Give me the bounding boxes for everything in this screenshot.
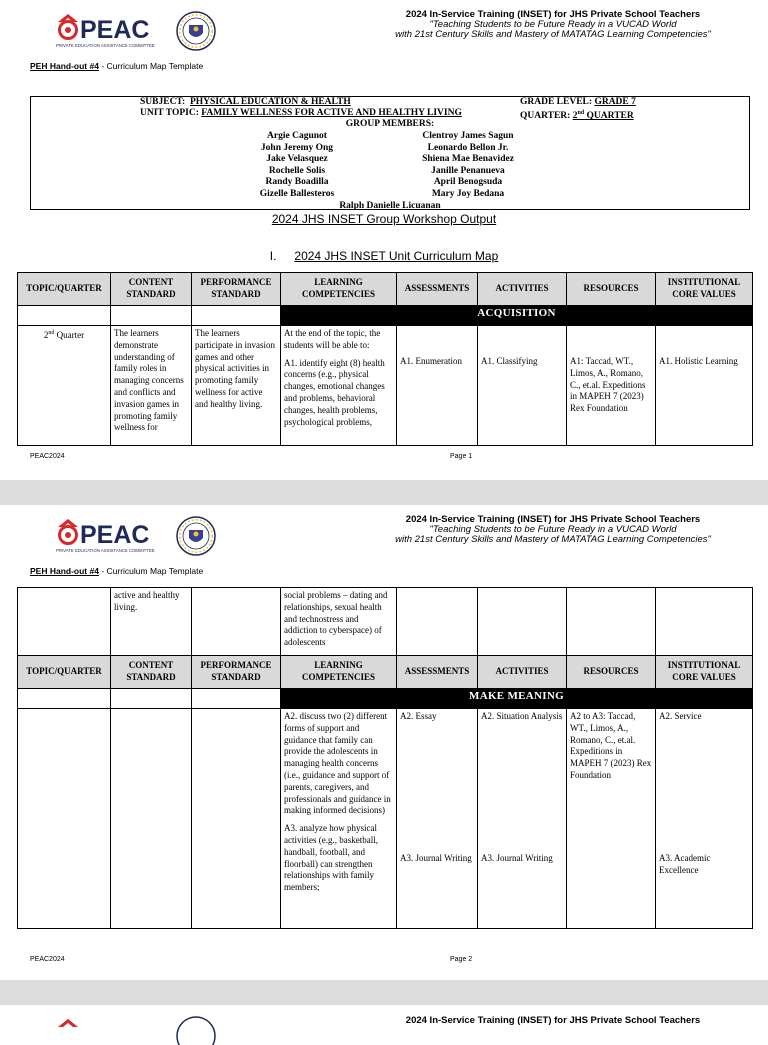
member-name: John Jeremy Ong (260, 142, 334, 153)
member-name: Leonardo Bellon Jr. (427, 142, 509, 153)
handout-label: PEH Hand-out #4 - Curriculum Map Template (30, 566, 204, 576)
column-header: ASSESSMENTS (397, 656, 478, 689)
content-standard-cell: The learners demonstrate understanding of family roles in managing concerns and conflicts and invasion games in promoting family wellness for (111, 326, 192, 446)
column-header: ACTIVITIES (478, 656, 567, 689)
column-header: ACTIVITIES (478, 273, 567, 306)
page-number: Page 1 (450, 453, 473, 460)
peac-emblem-icon (58, 519, 78, 544)
peac-emblem-icon (58, 14, 78, 39)
competencies-cell: social problems – dating and relationships, sexual health and technostress and addiction to cyberspace) of adolescents (281, 588, 397, 656)
grade-level-line: GRADE LEVEL: GRADE 7 (520, 97, 636, 107)
quarter-line: QUARTER: 2nd QUARTER (520, 110, 634, 122)
group-members-label: GROUP MEMBERS: (345, 119, 435, 129)
peac-logo (56, 515, 216, 559)
competencies-cell: At the end of the topic, the students will be able to: A1. identify eight (8) health concerns (e.g., physical changes, emotional changes and problems, behavioral changes, health problems, psychological problems, (281, 326, 397, 446)
page-3 (0, 1005, 768, 1045)
member-name: Ralph Danielle Licuanan (339, 201, 441, 211)
svg-text:PEAC: PEAC (80, 521, 150, 549)
resources-cell: A2 to A3: Taccad, WT., Limos, A., Romano, C., et.al. Expeditions in MAPEH 7 (2023) Rex Foundation (567, 709, 656, 929)
phase-make-meaning: MAKE MEANING (281, 689, 753, 709)
topic-cell: 2nd Quarter (18, 326, 111, 446)
deped-seal-icon (177, 12, 215, 50)
footer-left: PEAC2024 (30, 453, 65, 460)
column-header: PERFORMANCE STANDARD (192, 656, 281, 689)
core-values-cell: A1. Holistic Learning (656, 326, 753, 446)
phase-acquisition: ACQUISITION (281, 306, 753, 326)
table-header-row (18, 656, 753, 689)
unit-topic-line: UNIT TOPIC: FAMILY WELLNESS FOR ACTIVE AND HEALTHY LIVING (140, 108, 462, 118)
member-name: Shiena Mae Benavidez (422, 154, 514, 164)
column-header: LEARNING COMPETENCIES (281, 656, 397, 689)
member-name: April Benogsuda (433, 177, 503, 187)
workshop-title: 2024 JHS INSET Group Workshop Output (271, 212, 497, 226)
subject-info-box (30, 96, 750, 210)
page-1 (0, 0, 768, 480)
svg-text:PRIVATE EDUCATION ASSISTANCE C: PRIVATE EDUCATION ASSISTANCE COMMITTEE (56, 548, 155, 553)
activity-cell: A1. Classifying (478, 326, 567, 446)
table-header-row (18, 273, 753, 306)
column-header: TOPIC/QUARTER (18, 273, 111, 306)
phase-row (18, 306, 753, 326)
member-name: Rochelle Solis (268, 165, 326, 176)
member-name: Clentroy James Sagun (422, 131, 514, 141)
table-row (18, 709, 753, 929)
inset-title: 2024 In-Service Training (INSET) for JHS Private School Teachers (405, 9, 701, 20)
column-header: LEARNING COMPETENCIES (281, 273, 397, 306)
theme-line-2: with 21st Century Skills and Mastery of MATATAG Learning Competencies" (395, 29, 711, 40)
activity-cell: A2. Situation Analysis A3. Journal Writing (478, 709, 567, 929)
members-left-column (197, 131, 397, 200)
page-2 (0, 505, 768, 980)
peac-logo (56, 1015, 216, 1045)
deped-seal-icon (177, 1017, 215, 1045)
member-name: Gizelle Ballesteros (259, 188, 335, 199)
logo-wordmark: PEAC (80, 16, 150, 44)
svg-text:PRIVATE EDUCATION ASSISTANCE C: PRIVATE EDUCATION ASSISTANCE COMMITTEE (56, 43, 155, 48)
column-header: INSTITUTIONAL CORE VALUES (656, 656, 753, 689)
competencies-cell: A2. discuss two (2) different forms of support and guidance that family can provide the adolescents in managing health concerns (i.e., guidance and support of parents, caregivers, and professionals and guidance in making informed decisions) A3. analyze how physical activities (e.g., basketball, handball, football, and floorball) can strengthen relationships with family members; (281, 709, 397, 929)
inset-header (388, 10, 718, 40)
inset-header: 2024 In-Service Training (INSET) for JHS Private School Teachers "Teaching Students to be Future Ready in a VUCAD World with 21st Century Skills and Mastery of MATATAG Learning Competencies" (395, 514, 711, 545)
column-header: INSTITUTIONAL CORE VALUES (656, 273, 753, 306)
content-standard-cell: active and healthy living. (111, 588, 192, 656)
footer-left: PEAC2024 (30, 956, 65, 963)
curriculum-map-table (17, 272, 753, 446)
curriculum-map-table-continued (17, 587, 753, 929)
assessment-cell: A1. Enumeration (397, 326, 478, 446)
column-header: CONTENT STANDARD (111, 656, 192, 689)
member-name: Mary Joy Bedana (431, 188, 505, 199)
inset-header: 2024 In-Service Training (INSET) for JHS Private School Teachers (405, 1015, 701, 1026)
resources-cell: A1: Taccad, WT., Limos, A., Romano, C., et.al. Expeditions in MAPEH 7 (2023) Rex Foundation (567, 326, 656, 446)
column-header: CONTENT STANDARD (111, 273, 192, 306)
handout-label: PEH Hand-out #4 - Curriculum Map Template (30, 61, 204, 71)
table-row (18, 588, 753, 656)
page-number: Page 2 (450, 956, 473, 963)
members-right-column (368, 131, 568, 200)
column-header: ASSESSMENTS (397, 273, 478, 306)
deped-seal-icon (177, 517, 215, 555)
peac-emblem-icon (58, 1019, 78, 1027)
column-header: RESOURCES (567, 273, 656, 306)
member-name: Jake Velasquez (266, 154, 328, 164)
column-header: PERFORMANCE STANDARD (192, 273, 281, 306)
core-values-cell: A2. Service A3. Academic Excellence (656, 709, 753, 929)
performance-standard-cell: The learners participate in invasion games and other physical activities in promoting family wellness for active and healthy living. (192, 326, 281, 446)
peac-logo (56, 10, 216, 54)
member-name: Randy Boadilla (265, 177, 329, 187)
phase-row (18, 689, 753, 709)
column-header: TOPIC/QUARTER (18, 656, 111, 689)
theme-line-1: "Teaching Students to be Future Ready in a VUCAD World (429, 19, 677, 30)
assessment-cell: A2. Essay A3. Journal Writing (397, 709, 478, 929)
table-row (18, 326, 753, 446)
section-title: I. 2024 JHS INSET Unit Curriculum Map (269, 249, 499, 263)
subject-line: SUBJECT: PHYSICAL EDUCATION & HEALTH (140, 97, 351, 107)
member-name: Janille Penanueva (431, 165, 505, 176)
column-header: RESOURCES (567, 656, 656, 689)
member-name: Argie Cagunot (267, 131, 327, 141)
